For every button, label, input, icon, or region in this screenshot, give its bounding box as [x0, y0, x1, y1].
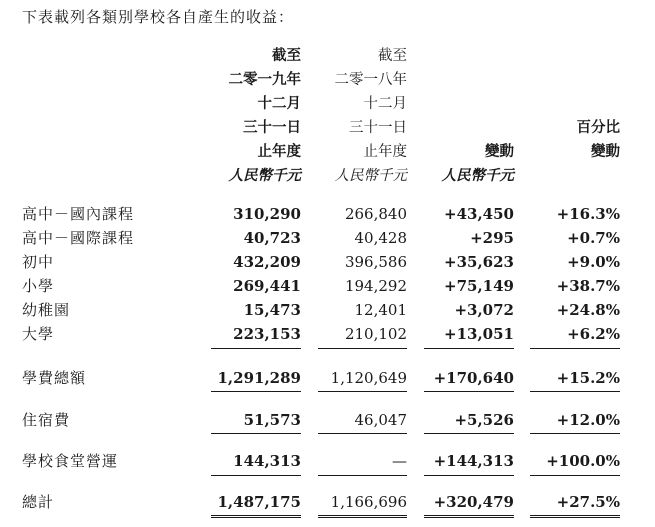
value-pct: +6.2% [567, 325, 620, 343]
subtotal-rule-col3 [424, 348, 514, 349]
value-2019: 144,313 [233, 452, 301, 470]
value-2019: 51,573 [243, 411, 301, 429]
subtotal-rule-col1 [211, 348, 301, 349]
boarding-rule-col4 [530, 433, 620, 434]
header-col4-line2: 變動 [591, 143, 620, 160]
total-double-rule-col1 [211, 515, 301, 518]
canteen-rule-col2 [318, 475, 407, 476]
boarding-rule-col1 [211, 433, 301, 434]
canteen-rule-col4 [530, 475, 620, 476]
value-pct: +24.8% [556, 301, 620, 319]
value-change: +320,479 [433, 493, 514, 511]
value-change: +170,640 [433, 369, 514, 387]
value-change: +43,450 [444, 205, 514, 223]
value-2019: 1,487,175 [217, 493, 301, 511]
value-change: +75,149 [444, 277, 514, 295]
table-row [0, 226, 655, 250]
value-pct: +9.0% [567, 253, 620, 271]
canteen-rule-col3 [424, 475, 514, 476]
value-change: +35,623 [444, 253, 514, 271]
tuition-rule-col3 [424, 391, 514, 392]
value-2018: 396,586 [344, 253, 407, 271]
header-col4-line1: 百分比 [576, 119, 620, 136]
value-pct: +100.0% [546, 452, 620, 470]
boarding-row [0, 408, 655, 432]
intro-text: 下表載列各類別學校各自產生的收益： [22, 8, 295, 26]
grand-total-row [0, 490, 655, 514]
row-label: 小學 [22, 277, 55, 295]
row-label: 總計 [22, 493, 55, 511]
row-label: 住宿費 [22, 411, 71, 429]
header-col1-line4: 三十一日 [243, 119, 301, 136]
canteen-row [0, 449, 655, 473]
row-label: 學費總額 [22, 369, 87, 387]
subtotal-rule-col2 [318, 348, 407, 349]
header-col1-line3: 十二月 [257, 95, 301, 112]
header-col1-unit: 人民幣千元 [228, 167, 301, 184]
row-label: 學校食堂營運 [22, 452, 119, 470]
header-col2-line3: 十二月 [363, 96, 407, 112]
value-2018: 1,166,696 [330, 493, 407, 511]
table-row [0, 298, 655, 322]
boarding-rule-col3 [424, 433, 514, 434]
row-label: 大學 [22, 325, 55, 343]
table-row [0, 322, 655, 346]
value-2018: 210,102 [344, 325, 407, 343]
value-pct: +0.7% [567, 229, 620, 247]
value-2018: 46,047 [354, 411, 407, 429]
header-col2-line2: 二零一八年 [334, 72, 407, 88]
header-col1-line2: 二零一九年 [228, 71, 301, 88]
value-2018: 12,401 [354, 301, 407, 319]
header-col1-line5: 止年度 [257, 143, 301, 160]
value-change: +144,313 [433, 452, 514, 470]
row-label: 初中 [22, 253, 55, 271]
value-2018: — [392, 452, 407, 470]
value-pct: +16.3% [556, 205, 620, 223]
row-label: 幼稚園 [22, 301, 71, 319]
value-2019: 40,723 [243, 229, 301, 247]
value-2019: 432,209 [233, 253, 301, 271]
value-2019: 15,473 [243, 301, 301, 319]
value-pct: +12.0% [556, 411, 620, 429]
value-2018: 1,120,649 [330, 369, 407, 387]
tuition-rule-col2 [318, 391, 407, 392]
header-col2-line1: 截至 [378, 48, 407, 64]
header-col2-unit: 人民幣千元 [334, 168, 407, 184]
value-2019: 310,290 [233, 205, 301, 223]
row-label: 高中－國際課程 [22, 229, 135, 247]
header-col2-line5: 止年度 [363, 144, 407, 160]
boarding-rule-col2 [318, 433, 407, 434]
value-pct: +27.5% [556, 493, 620, 511]
row-label: 高中－國內課程 [22, 205, 135, 223]
header-col3-unit: 人民幣千元 [441, 167, 514, 184]
tuition-rule-col4 [530, 391, 620, 392]
value-2018: 266,840 [344, 205, 407, 223]
table-row [0, 274, 655, 298]
value-2019: 223,153 [233, 325, 301, 343]
subtotal-rule-col4 [530, 348, 620, 349]
value-change: +295 [470, 229, 514, 247]
value-pct: +15.2% [556, 369, 620, 387]
value-change: +5,526 [454, 411, 514, 429]
value-2019: 1,291,289 [217, 369, 301, 387]
value-change: +13,051 [444, 325, 514, 343]
value-pct: +38.7% [556, 277, 620, 295]
value-2019: 269,441 [233, 277, 301, 295]
table-row [0, 250, 655, 274]
total-double-rule-col3 [424, 515, 514, 518]
tuition-rule-col1 [211, 391, 301, 392]
canteen-rule-col1 [211, 475, 301, 476]
tuition-total-row [0, 366, 655, 390]
header-col2-line4: 三十一日 [349, 120, 407, 136]
table-row [0, 202, 655, 226]
value-2018: 194,292 [344, 277, 407, 295]
total-double-rule-col4 [530, 515, 620, 518]
header-col3-line1: 變動 [485, 143, 514, 160]
header-col1-line1: 截至 [272, 47, 301, 64]
value-change: +3,072 [454, 301, 514, 319]
value-2018: 40,428 [354, 229, 407, 247]
total-double-rule-col2 [318, 515, 407, 518]
